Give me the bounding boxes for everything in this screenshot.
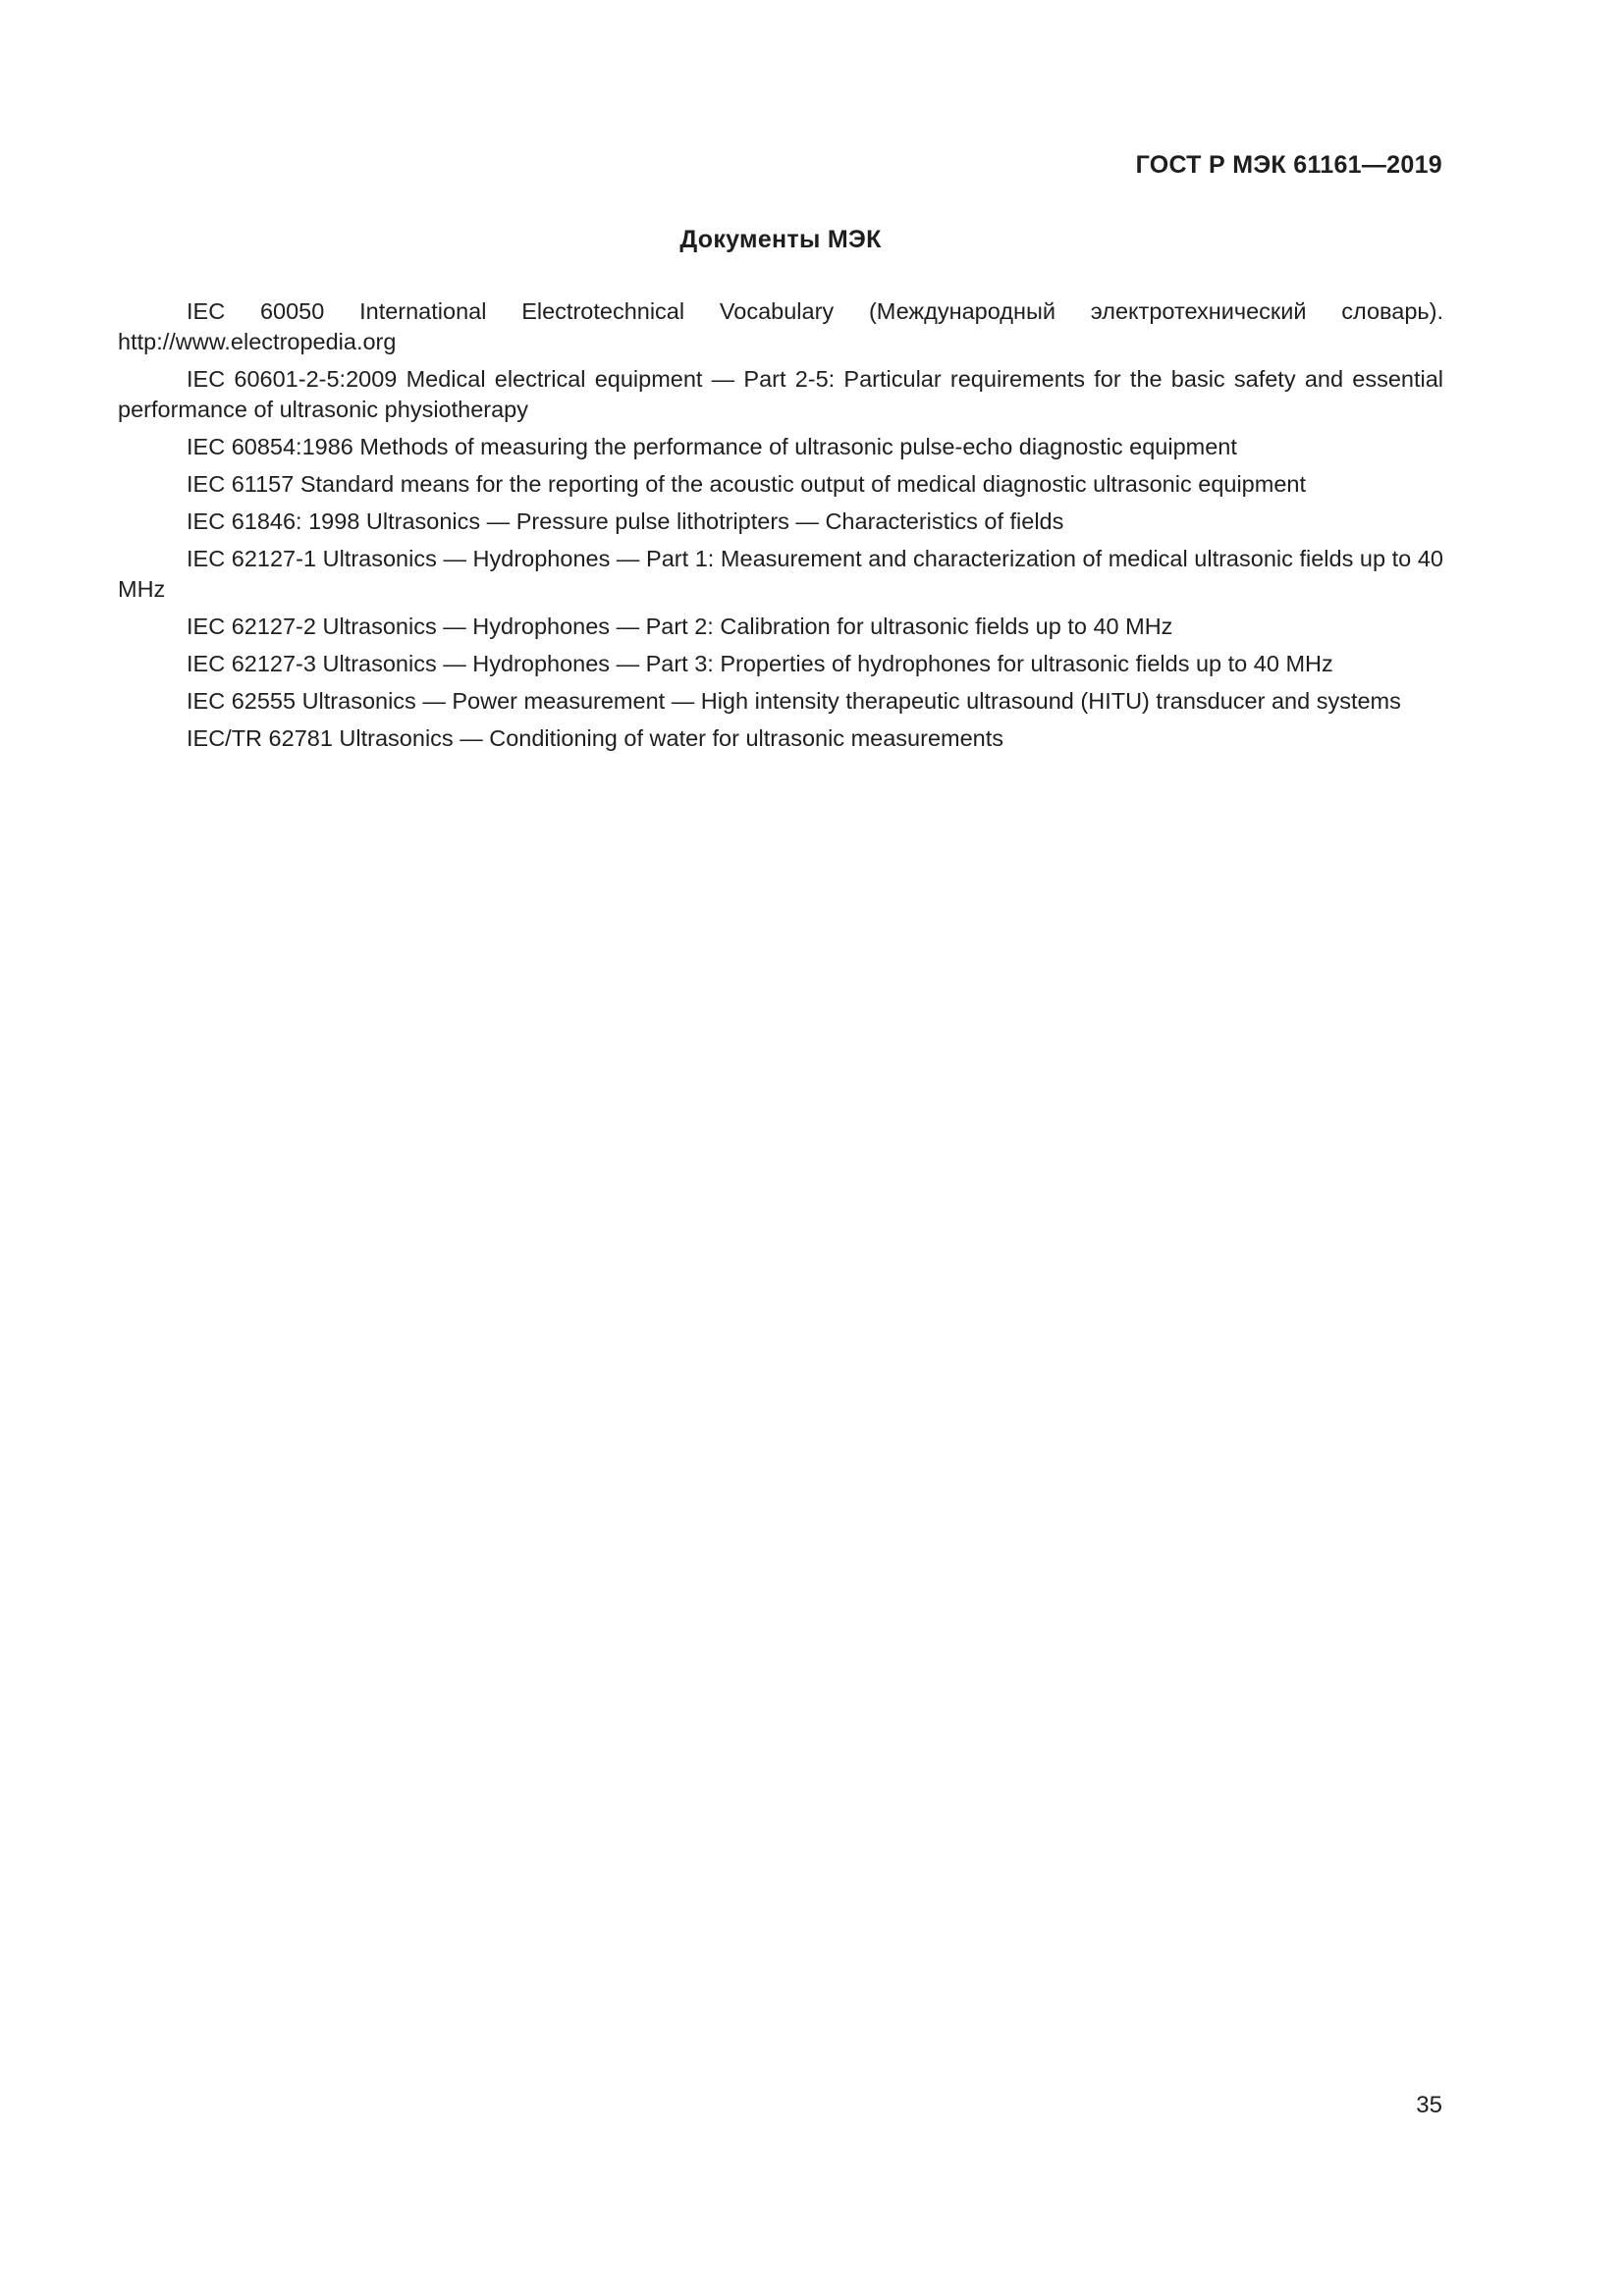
reference-item: IEC 61846: 1998 Ultrasonics — Pressure pulse lithotripters — Characteristics of fields [187,508,1064,534]
reference-item: IEC 62127-2 Ultrasonics — Hydrophones — Part 2: Calibration for ultrasonic fields up to 40 MHz [187,614,1173,639]
reference-item: IEC 60050 International Electrotechnical Vocabulary (Международный электротехнический словарь). http://www.electropedia.org [118,298,1443,354]
reference-item: IEC 61157 Standard means for the reporting of the acoustic output of medical diagnostic ultrasonic equipment [187,471,1306,497]
reference-item: IEC 62555 Ultrasonics — Power measurement — High intensity therapeutic ultrasound (HITU) transducer and systems [187,688,1401,714]
section-title: Документы МЭК [679,226,882,253]
reference-item: IEC 62127-3 Ultrasonics — Hydrophones — Part 3: Properties of hydrophones for ultrasonic fields up to 40 MHz [187,651,1333,676]
reference-item: IEC 62127-1 Ultrasonics — Hydrophones — Part 1: Measurement and characterization of medical ultrasonic fields up to 40 MHz [118,546,1443,602]
standard-code-header: ГОСТ Р МЭК 61161—2019 [1135,151,1442,179]
page-number: 35 [1416,2092,1442,2118]
reference-item: IEC/TR 62781 Ultrasonics — Conditioning of water for ultrasonic measurements [187,725,1004,751]
reference-item: IEC 60854:1986 Methods of measuring the performance of ultrasonic pulse-echo diagnostic equipment [187,434,1237,459]
reference-item: IEC 60601-2-5:2009 Medical electrical equipment — Part 2-5: Particular requirements for the basic safety and essential performance of ultrasonic physiotherapy [118,366,1443,422]
reference-list [118,296,1443,761]
